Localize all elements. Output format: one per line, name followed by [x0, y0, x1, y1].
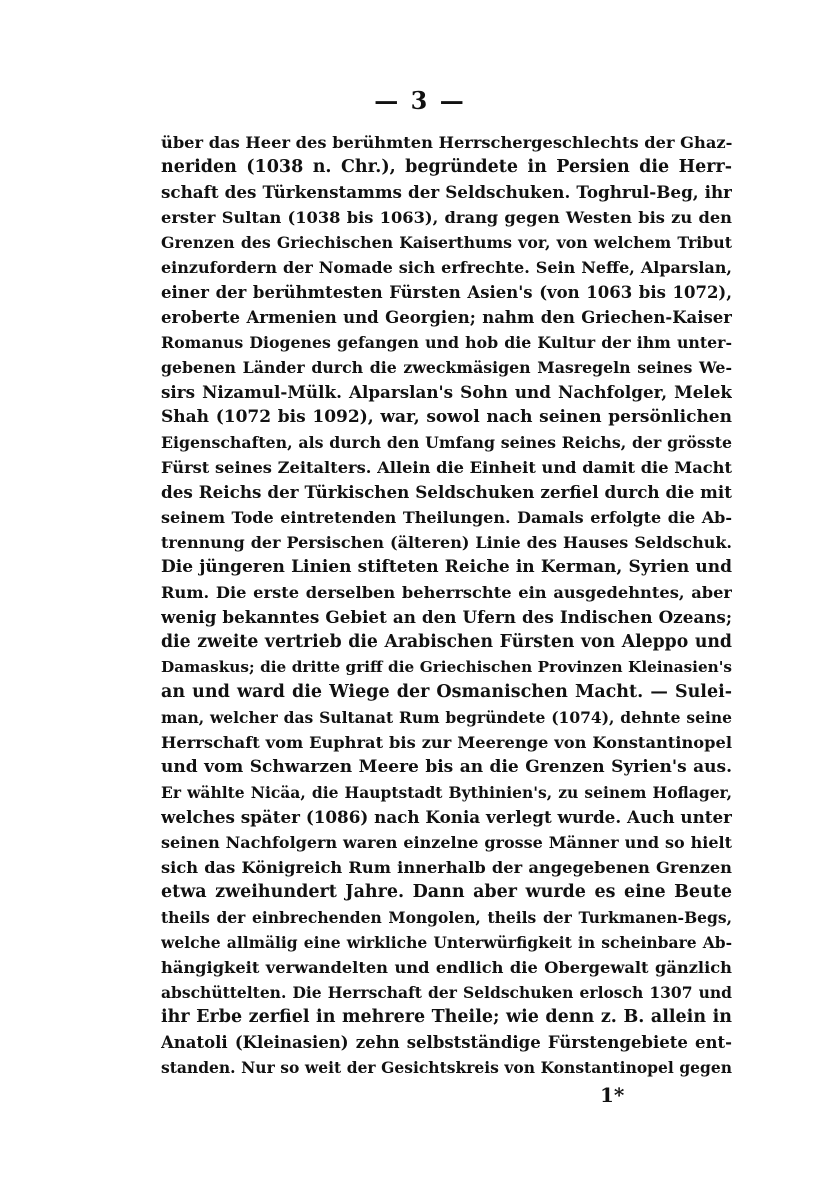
text-line: Die jüngeren Linien stifteten Reiche in Kerman, Syrien und [161, 557, 732, 577]
text-line: Eigenschaften, als durch den Umfang seines Reichs, der grösste [161, 433, 732, 452]
text-line: man, welcher das Sultanat Rum begründete (1074), dehnte seine [161, 708, 732, 727]
text-line: etwa zweihundert Jahre. Dann aber wurde es eine Beute [161, 882, 732, 902]
text-line: Fürst seines Zeitalters. Allein die Einheit und damit die Macht [161, 458, 732, 477]
text-line: wenig bekanntes Gebiet an den Ufern des Indischen Ozeans; [161, 607, 732, 627]
text-line: hängigkeit verwandelten und endlich die Obergewalt gänzlich [161, 958, 732, 977]
text-line: an und ward die Wiege der Osmanischen Macht. — Sulei- [161, 682, 732, 702]
text-line: theils der einbrechenden Mongolen, theils der Turkmanen-Begs, [161, 908, 732, 927]
text-line: einzufordern der Nomade sich erfrechte. Sein Neffe, Alparslan, [161, 258, 732, 277]
text-line: einer der berühmtesten Fürsten Asien's (von 1063 bis 1072), [161, 283, 732, 302]
text-line: Grenzen des Griechischen Kaiserthums vor, von welchem Tribut [161, 233, 732, 252]
text-line: Er wählte Nicäa, die Hauptstadt Bythinien's, zu seinem Hoflager, [161, 783, 732, 802]
text-line: über das Heer des berühmten Herrschergeschlechts der Ghaz- [161, 133, 732, 152]
text-line: abschüttelten. Die Herrschaft der Seldschuken erlosch 1307 und [161, 983, 732, 1002]
text-line: neriden (1038 n. Chr.), begründete in Persien die Herr- [161, 157, 732, 177]
text-line: Herrschaft vom Euphrat bis zur Meerenge von Konstantinopel [161, 733, 732, 752]
text-line: sirs Nizamul-Mülk. Alparslan's Sohn und Nachfolger, Melek [161, 382, 732, 402]
text-line: trennung der Persischen (älteren) Linie des Hauses Seldschuk. [161, 533, 732, 552]
text-line: und vom Schwarzen Meere bis an die Grenzen Syrien's aus. [161, 757, 732, 777]
text-line: ihr Erbe zerfiel in mehrere Theile; wie denn z. B. allein in [161, 1007, 732, 1027]
text-line: Anatoli (Kleinasien) zehn selbstständige Fürstengebiete ent- [161, 1033, 732, 1052]
page-number: — 3 — [374, 86, 466, 115]
text-line: gebenen Länder durch die zweckmäsigen Masregeln seines We- [161, 358, 732, 377]
text-line: Damaskus; die dritte griff die Griechischen Provinzen Kleinasien's [161, 658, 732, 676]
text-line: welches später (1086) nach Konia verlegt wurde. Auch unter [161, 807, 732, 827]
text-line: seinen Nachfolgern waren einzelne grosse Männer und so hielt [161, 833, 732, 852]
text-line: erster Sultan (1038 bis 1063), drang gegen Westen bis zu den [161, 208, 732, 227]
text-line: sich das Königreich Rum innerhalb der angegebenen Grenzen [161, 858, 732, 877]
text-line: Romanus Diogenes gefangen und hob die Kultur der ihm unter- [161, 333, 732, 352]
text-line: Rum. Die erste derselben beherrschte ein ausgedehntes, aber [161, 583, 732, 602]
text-line: Shah (1072 bis 1092), war, sowol nach seinen persönlichen [161, 407, 732, 427]
text-line: eroberte Armenien und Georgien; nahm den Griechen-Kaiser [161, 308, 732, 327]
text-line: seinem Tode eintretenden Theilungen. Damals erfolgte die Ab- [161, 508, 732, 527]
text-line: welche allmälig eine wirkliche Unterwürfigkeit in scheinbare Ab- [161, 933, 732, 952]
text-line: des Reichs der Türkischen Seldschuken zerfiel durch die mit [161, 482, 732, 502]
signature-mark: 1* [600, 1083, 625, 1107]
text-line: schaft des Türkenstamms der Seldschuken. Toghrul-Beg, ihr [161, 182, 732, 202]
body-text [161, 130, 732, 1080]
text-line: die zweite vertrieb die Arabischen Fürsten von Aleppo und [161, 632, 732, 652]
text-line: standen. Nur so weit der Gesichtskreis von Konstantinopel gegen [161, 1058, 732, 1077]
